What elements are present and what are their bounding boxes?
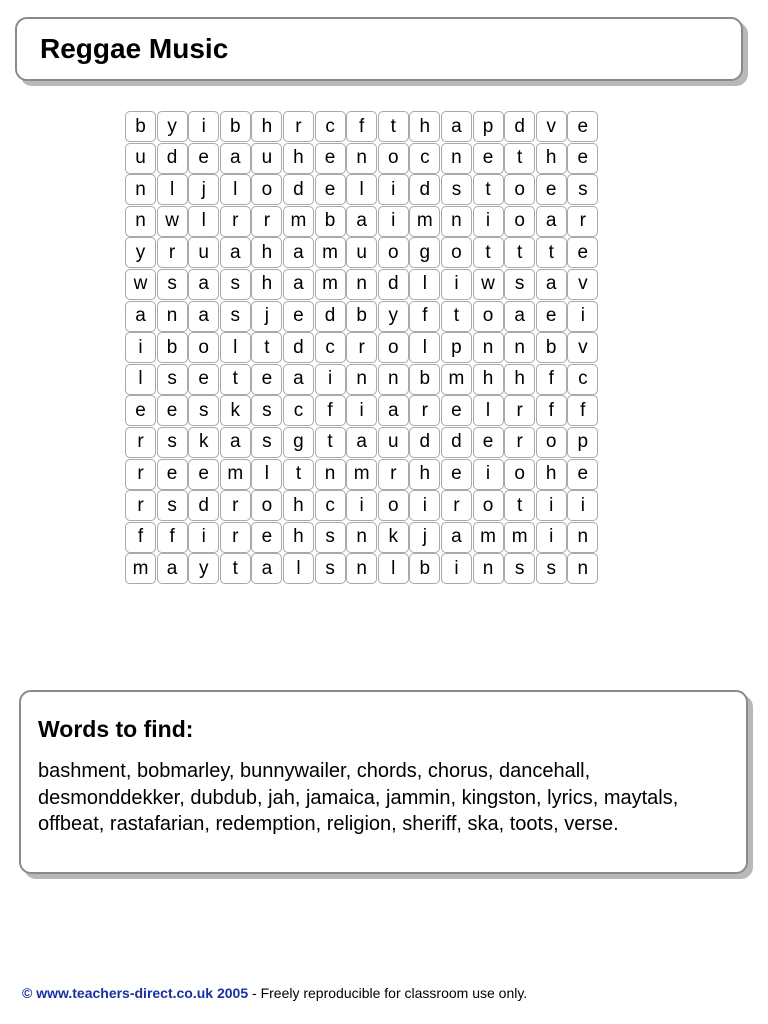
grid-cell: d xyxy=(283,174,314,205)
grid-cell: r xyxy=(125,427,156,458)
grid-cell: n xyxy=(567,522,598,553)
grid-cell: t xyxy=(315,427,346,458)
grid-cell: e xyxy=(567,111,598,142)
grid-cell: s xyxy=(251,427,282,458)
grid-cell: y xyxy=(125,237,156,268)
grid-cell: l xyxy=(378,553,409,584)
grid-cell: r xyxy=(441,490,472,521)
grid-cell: d xyxy=(378,269,409,300)
grid-cell: g xyxy=(409,237,440,268)
grid-cell: o xyxy=(504,174,535,205)
grid-cell: n xyxy=(441,206,472,237)
grid-cell: k xyxy=(220,395,251,426)
grid-cell: e xyxy=(441,395,472,426)
grid-cell: s xyxy=(157,269,188,300)
grid-cell: o xyxy=(188,332,219,363)
grid-cell: k xyxy=(188,427,219,458)
grid-cell: i xyxy=(378,206,409,237)
grid-cell: f xyxy=(346,111,377,142)
grid-cell: s xyxy=(315,553,346,584)
grid-cell: a xyxy=(346,206,377,237)
grid-cell: d xyxy=(409,427,440,458)
grid-cell: o xyxy=(378,332,409,363)
grid-cell: s xyxy=(315,522,346,553)
grid-cell: o xyxy=(504,206,535,237)
grid-cell: f xyxy=(536,364,567,395)
grid-cell: n xyxy=(441,143,472,174)
grid-cell: l xyxy=(188,206,219,237)
grid-cell: r xyxy=(125,459,156,490)
grid-cell: p xyxy=(441,332,472,363)
grid-cell: e xyxy=(157,459,188,490)
grid-cell: o xyxy=(251,174,282,205)
grid-cell: a xyxy=(251,553,282,584)
grid-cell: n xyxy=(157,301,188,332)
grid-cell: r xyxy=(567,206,598,237)
grid-cell: e xyxy=(473,143,504,174)
grid-cell: l xyxy=(220,332,251,363)
grid-cell: n xyxy=(378,364,409,395)
grid-cell: o xyxy=(473,490,504,521)
grid-cell: r xyxy=(283,111,314,142)
grid-cell: i xyxy=(188,522,219,553)
grid-cell: l xyxy=(220,174,251,205)
grid-cell: a xyxy=(536,269,567,300)
grid-cell: n xyxy=(473,332,504,363)
grid-cell: d xyxy=(315,301,346,332)
grid-cell: f xyxy=(567,395,598,426)
grid-cell: s xyxy=(188,395,219,426)
grid-cell: a xyxy=(188,269,219,300)
grid-cell: e xyxy=(315,143,346,174)
grid-cell: l xyxy=(473,395,504,426)
grid-cell: i xyxy=(188,111,219,142)
grid-cell: t xyxy=(473,237,504,268)
grid-cell: s xyxy=(220,269,251,300)
grid-cell: c xyxy=(315,332,346,363)
grid-cell: i xyxy=(567,301,598,332)
grid-cell: t xyxy=(504,490,535,521)
grid-cell: u xyxy=(125,143,156,174)
grid-cell: c xyxy=(567,364,598,395)
grid-cell: u xyxy=(346,237,377,268)
grid-cell: v xyxy=(567,332,598,363)
grid-cell: e xyxy=(188,364,219,395)
grid-cell: s xyxy=(157,490,188,521)
grid-cell: n xyxy=(504,332,535,363)
grid-cell: r xyxy=(409,395,440,426)
grid-cell: m xyxy=(473,522,504,553)
grid-cell: n xyxy=(346,553,377,584)
grid-cell: i xyxy=(441,553,472,584)
grid-cell: y xyxy=(378,301,409,332)
grid-cell: m xyxy=(125,553,156,584)
grid-cell: e xyxy=(188,459,219,490)
grid-cell: m xyxy=(315,237,346,268)
grid-cell: b xyxy=(315,206,346,237)
grid-cell: r xyxy=(251,206,282,237)
grid-cell: h xyxy=(473,364,504,395)
grid-cell: r xyxy=(504,395,535,426)
words-heading: Words to find: xyxy=(38,716,194,742)
grid-cell: h xyxy=(504,364,535,395)
grid-cell: o xyxy=(441,237,472,268)
grid-cell: l xyxy=(409,269,440,300)
grid-cell: i xyxy=(441,269,472,300)
grid-cell: i xyxy=(346,395,377,426)
grid-cell: w xyxy=(125,269,156,300)
grid-cell: n xyxy=(125,174,156,205)
grid-cell: s xyxy=(567,174,598,205)
grid-cell: l xyxy=(251,459,282,490)
grid-cell: e xyxy=(251,364,282,395)
grid-cell: s xyxy=(441,174,472,205)
grid-cell: j xyxy=(409,522,440,553)
grid-cell: f xyxy=(157,522,188,553)
grid-cell: a xyxy=(220,427,251,458)
grid-cell: m xyxy=(346,459,377,490)
grid-cell: e xyxy=(188,143,219,174)
grid-cell: o xyxy=(251,490,282,521)
grid-cell: e xyxy=(567,143,598,174)
grid-cell: h xyxy=(251,269,282,300)
grid-cell: r xyxy=(504,427,535,458)
footer xyxy=(22,985,527,1001)
grid-cell: k xyxy=(378,522,409,553)
grid-cell: n xyxy=(473,553,504,584)
words-panel xyxy=(19,690,748,874)
grid-cell: e xyxy=(283,301,314,332)
title-panel xyxy=(15,17,743,81)
grid-cell: o xyxy=(378,143,409,174)
grid-cell: i xyxy=(473,459,504,490)
grid-cell: p xyxy=(567,427,598,458)
grid-cell: b xyxy=(220,111,251,142)
grid-cell: o xyxy=(473,301,504,332)
grid-cell: r xyxy=(346,332,377,363)
grid-cell: i xyxy=(315,364,346,395)
grid-cell: w xyxy=(157,206,188,237)
grid-cell: e xyxy=(536,301,567,332)
page-title: Reggae Music xyxy=(40,33,229,64)
grid-cell: t xyxy=(536,237,567,268)
grid-cell: a xyxy=(378,395,409,426)
grid-cell: r xyxy=(220,490,251,521)
grid-cell: o xyxy=(504,459,535,490)
grid-cell: e xyxy=(315,174,346,205)
grid-cell: h xyxy=(251,237,282,268)
grid-cell: e xyxy=(567,459,598,490)
grid-cell: m xyxy=(441,364,472,395)
grid-cell: a xyxy=(504,301,535,332)
grid-cell: v xyxy=(536,111,567,142)
grid-cell: l xyxy=(346,174,377,205)
grid-cell: s xyxy=(536,553,567,584)
grid-cell: d xyxy=(409,174,440,205)
grid-cell: n xyxy=(346,364,377,395)
grid-cell: s xyxy=(504,553,535,584)
grid-cell: d xyxy=(283,332,314,363)
grid-cell: b xyxy=(346,301,377,332)
grid-cell: l xyxy=(283,553,314,584)
word-search-grid xyxy=(125,111,599,585)
grid-cell: e xyxy=(251,522,282,553)
grid-cell: n xyxy=(346,143,377,174)
grid-cell: s xyxy=(157,427,188,458)
grid-cell: a xyxy=(441,522,472,553)
grid-cell: h xyxy=(283,490,314,521)
grid-cell: f xyxy=(536,395,567,426)
grid-cell: i xyxy=(567,490,598,521)
grid-cell: t xyxy=(283,459,314,490)
grid-cell: u xyxy=(378,427,409,458)
grid-cell: t xyxy=(251,332,282,363)
grid-cell: d xyxy=(157,143,188,174)
grid-cell: v xyxy=(567,269,598,300)
grid-cell: c xyxy=(409,143,440,174)
grid-cell: s xyxy=(251,395,282,426)
grid-cell: h xyxy=(283,143,314,174)
grid-cell: p xyxy=(473,111,504,142)
grid-cell: r xyxy=(125,490,156,521)
grid-cell: a xyxy=(188,301,219,332)
grid-cell: n xyxy=(346,522,377,553)
grid-cell: u xyxy=(251,143,282,174)
grid-cell: m xyxy=(283,206,314,237)
grid-cell: e xyxy=(567,237,598,268)
grid-cell: t xyxy=(220,364,251,395)
grid-cell: s xyxy=(220,301,251,332)
grid-cell: d xyxy=(441,427,472,458)
grid-cell: c xyxy=(283,395,314,426)
grid-cell: j xyxy=(251,301,282,332)
grid-cell: c xyxy=(315,490,346,521)
grid-cell: f xyxy=(125,522,156,553)
grid-cell: b xyxy=(536,332,567,363)
grid-cell: i xyxy=(409,490,440,521)
grid-cell: e xyxy=(157,395,188,426)
grid-cell: t xyxy=(473,174,504,205)
grid-cell: e xyxy=(441,459,472,490)
grid-cell: n xyxy=(567,553,598,584)
grid-cell: a xyxy=(220,143,251,174)
grid-cell: i xyxy=(536,522,567,553)
grid-cell: h xyxy=(409,111,440,142)
grid-cell: n xyxy=(315,459,346,490)
grid-cell: m xyxy=(504,522,535,553)
grid-cell: n xyxy=(346,269,377,300)
grid-cell: b xyxy=(157,332,188,363)
grid-cell: t xyxy=(504,237,535,268)
grid-cell: l xyxy=(157,174,188,205)
grid-cell: t xyxy=(504,143,535,174)
grid-cell: w xyxy=(473,269,504,300)
grid-cell: e xyxy=(125,395,156,426)
grid-cell: d xyxy=(504,111,535,142)
grid-cell: a xyxy=(536,206,567,237)
grid-cell: i xyxy=(536,490,567,521)
grid-cell: y xyxy=(157,111,188,142)
grid-cell: j xyxy=(188,174,219,205)
grid-cell: t xyxy=(378,111,409,142)
grid-cell: o xyxy=(378,237,409,268)
grid-cell: o xyxy=(378,490,409,521)
grid-cell: f xyxy=(409,301,440,332)
grid-cell: f xyxy=(315,395,346,426)
grid-cell: y xyxy=(188,553,219,584)
grid-cell: m xyxy=(220,459,251,490)
grid-cell: h xyxy=(536,143,567,174)
grid-cell: i xyxy=(473,206,504,237)
words-list: bashment, bobmarley, bunnywailer, chords, chorus, dancehall, desmonddekker, dubdub, jah, jamaica, jammin, kingston, lyrics, maytals, offbeat, rastafarian, redemption, religion, sheriff, ska, toots, verse. xyxy=(38,760,679,835)
grid-cell: a xyxy=(346,427,377,458)
grid-cell: i xyxy=(125,332,156,363)
grid-cell: b xyxy=(125,111,156,142)
grid-cell: m xyxy=(315,269,346,300)
grid-cell: a xyxy=(283,364,314,395)
grid-cell: a xyxy=(220,237,251,268)
grid-cell: r xyxy=(220,522,251,553)
grid-cell: g xyxy=(283,427,314,458)
grid-cell: r xyxy=(220,206,251,237)
grid-cell: l xyxy=(409,332,440,363)
grid-cell: b xyxy=(409,364,440,395)
grid-cell: a xyxy=(441,111,472,142)
grid-cell: h xyxy=(536,459,567,490)
grid-cell: h xyxy=(283,522,314,553)
footer-link[interactable]: © www.teachers-direct.co.uk 2005 xyxy=(22,985,249,1001)
grid-cell: h xyxy=(409,459,440,490)
grid-cell: t xyxy=(220,553,251,584)
grid-cell: o xyxy=(536,427,567,458)
grid-cell: l xyxy=(125,364,156,395)
footer-note: - Freely reproducible for classroom use only. xyxy=(248,985,528,1001)
grid-cell: s xyxy=(504,269,535,300)
grid-cell: m xyxy=(409,206,440,237)
grid-cell: e xyxy=(536,174,567,205)
grid-cell: a xyxy=(125,301,156,332)
grid-cell: t xyxy=(441,301,472,332)
grid-cell: n xyxy=(125,206,156,237)
grid-cell: b xyxy=(409,553,440,584)
grid-cell: s xyxy=(157,364,188,395)
grid-cell: h xyxy=(251,111,282,142)
grid-cell: i xyxy=(346,490,377,521)
grid-cell: d xyxy=(188,490,219,521)
grid-cell: a xyxy=(283,237,314,268)
grid-cell: u xyxy=(188,237,219,268)
grid-cell: a xyxy=(283,269,314,300)
grid-cell: i xyxy=(378,174,409,205)
grid-cell: r xyxy=(157,237,188,268)
grid-cell: r xyxy=(378,459,409,490)
grid-cell: a xyxy=(157,553,188,584)
grid-cell: e xyxy=(473,427,504,458)
grid-cell: c xyxy=(315,111,346,142)
